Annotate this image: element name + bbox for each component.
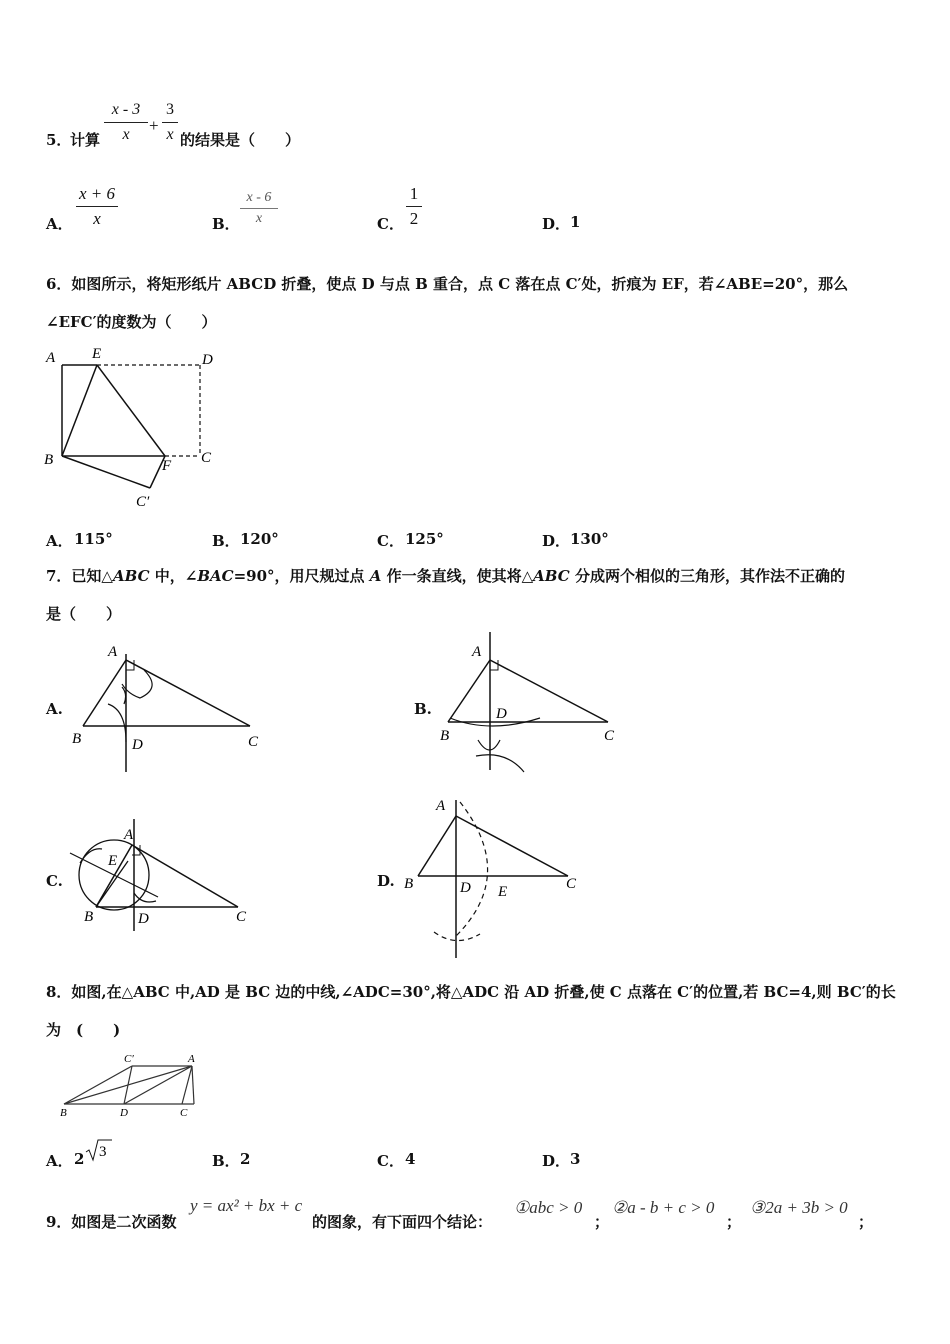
q6-option-d-text: 130° [570, 530, 609, 548]
q7-option-d-label[interactable]: D. [377, 872, 395, 890]
q9-sep-3: ； [858, 1213, 874, 1231]
q6-line-bc2 [62, 456, 150, 488]
svg-text:C: C [236, 909, 247, 925]
svg-text:E: E [108, 853, 118, 869]
q5-option-d-text: 1 [570, 213, 581, 231]
q7-stem-line2: 是（ ） [46, 605, 122, 623]
q6-label-f: F [162, 458, 172, 474]
q9-prefix: 9．如图是二次函数 [46, 1213, 177, 1231]
q6-option-b-label[interactable]: B． [212, 532, 240, 550]
q6-line-ef [97, 365, 165, 456]
svg-text:A: A [108, 644, 118, 660]
svg-text:D: D [496, 706, 507, 722]
q7-stem-line1: 7．已知△ABC 中，∠BAC=90°，用尺规过点 A 作一条直线，使其将△ABC 分成两个相似的三角形，其作法不正确的 [46, 567, 845, 585]
svg-text:C: C [180, 1107, 188, 1119]
svg-text:C′: C′ [124, 1053, 134, 1065]
q6-label-a: A [46, 350, 56, 366]
svg-text:A: A [472, 644, 482, 660]
svg-text:D: D [120, 1107, 128, 1119]
svg-text:B: B [404, 876, 414, 892]
svg-text:A: A [436, 798, 446, 814]
q8-option-c-label[interactable]: C． [377, 1152, 404, 1170]
q5-option-a-label[interactable]: A． [46, 215, 73, 233]
q7-figure-b [436, 630, 626, 780]
svg-text:B: B [84, 909, 94, 925]
svg-text:3: 3 [99, 1144, 107, 1160]
q9-function: y = ax² + bx + c [190, 1196, 303, 1215]
q5-option-b-fraction: x - 6 x [240, 190, 278, 227]
q6-label-b: B [44, 452, 54, 468]
q9-sep-1: ； [594, 1213, 610, 1231]
q9-conclusion-2: ②a - b + c > 0 [612, 1198, 715, 1217]
svg-text:D: D [460, 880, 471, 896]
q6-stem-line2: ∠EFC′的度数为（ ） [46, 313, 217, 331]
svg-text:C: C [248, 734, 259, 750]
q7-figure-c [66, 815, 276, 935]
svg-text:E: E [498, 884, 508, 900]
q7-figure-d [398, 792, 588, 962]
q6-figure [40, 342, 230, 512]
q6-option-c-text: 125° [405, 530, 444, 548]
q5-fraction-1: x - 3 x [104, 100, 148, 145]
q8-option-a-sqrt [84, 1138, 114, 1162]
q9-conclusion-1: ①abc > 0 [514, 1198, 583, 1217]
q9-conclusion-3: ③2a + 3b > 0 [750, 1198, 848, 1217]
q8-option-c-text: 4 [405, 1150, 416, 1168]
q8-option-a-label[interactable]: A． [46, 1152, 73, 1170]
q6-option-d-label[interactable]: D． [542, 532, 571, 550]
q8-option-b-label[interactable]: B． [212, 1152, 240, 1170]
svg-text:D: D [132, 737, 143, 753]
svg-text:B: B [60, 1107, 67, 1119]
q5-number: 5． [46, 131, 72, 149]
q6-option-a-text: 115° [74, 530, 113, 548]
q9-mid: 的图象，有下面四个结论： [312, 1213, 493, 1231]
svg-text:B: B [72, 731, 82, 747]
q5-option-d-label[interactable]: D． [542, 215, 571, 233]
q7-figure-a [66, 632, 276, 777]
q9-sep-2: ； [726, 1213, 742, 1231]
q6-option-b-text: 120° [240, 530, 279, 548]
q5-option-b-label[interactable]: B． [212, 215, 240, 233]
q8-option-d-text: 3 [570, 1150, 581, 1168]
q6-label-e: E [92, 346, 102, 362]
q5-option-c-fraction: 1 2 [406, 184, 422, 229]
svg-text:A: A [124, 827, 134, 843]
q8-option-d-label[interactable]: D． [542, 1152, 571, 1170]
q8-stem-line1: 8．如图,在△ABC 中,AD 是 BC 边的中线,∠ADC=30°,将△ADC 沿 AD 折叠,使 C 点落在 C′的位置,若 BC=4,则 BC′的长 [46, 983, 896, 1001]
q6-label-c-prime: C′ [136, 494, 150, 510]
q5-option-a-fraction: x + 6 x [76, 184, 118, 229]
q6-stem-line1: 6．如图所示，将矩形纸片 ABCD 折叠，使点 D 与点 B 重合，点 C 落在点 C′处，折痕为 EF，若∠ABE=20°，那么 [46, 275, 849, 293]
q7-option-c-label[interactable]: C. [46, 872, 63, 890]
q8-stem-line2: 为 ( ) [46, 1021, 121, 1039]
q7-option-b-label[interactable]: B. [414, 700, 432, 718]
q5-prefix: 计算 [70, 131, 101, 149]
q6-option-a-label[interactable]: A． [46, 532, 73, 550]
svg-text:A: A [188, 1053, 195, 1065]
q5-suffix: 的结果是（ ） [180, 131, 301, 149]
q8-option-a-text: 2 [74, 1150, 85, 1168]
svg-text:B: B [440, 728, 450, 744]
q8-figure [52, 1050, 212, 1122]
svg-text:D: D [138, 911, 149, 927]
q6-option-c-label[interactable]: C． [377, 532, 404, 550]
q8-option-b-text: 2 [240, 1150, 251, 1168]
q6-line-be [62, 365, 97, 456]
q5-plus: + [149, 116, 159, 135]
svg-text:C: C [566, 876, 577, 892]
q6-label-d: D [202, 352, 213, 368]
q5-fraction-2: 3 x [162, 100, 178, 145]
svg-text:C: C [604, 728, 615, 744]
q7-option-a-label[interactable]: A. [46, 700, 63, 718]
q5-option-c-label[interactable]: C． [377, 215, 404, 233]
q6-label-c: C [201, 450, 212, 466]
